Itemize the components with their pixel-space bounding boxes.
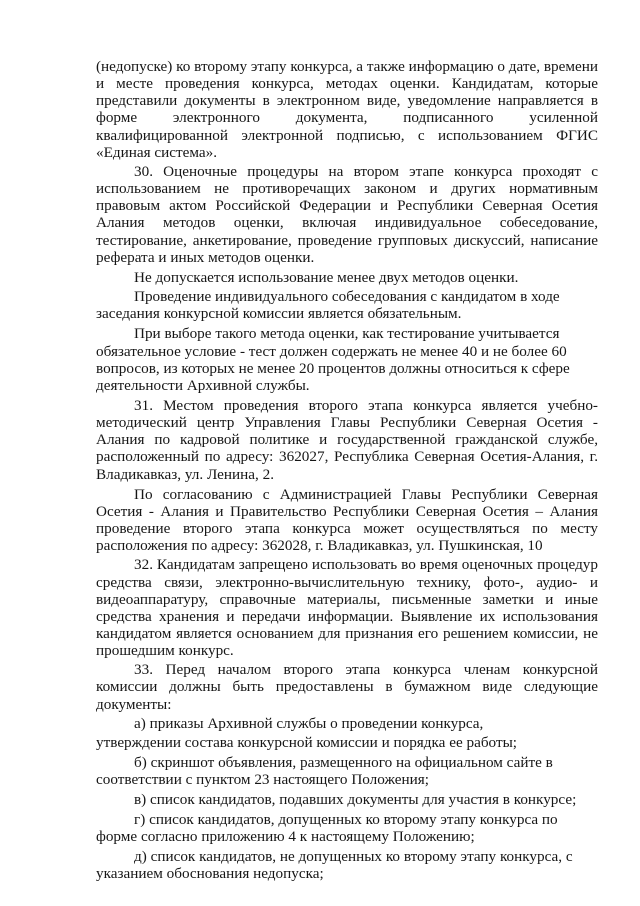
paragraph-item-33: 33. Перед началом второго этапа конкурса членам конкурсной комиссии должны быть предоставлены в бумажном виде следующие документы: <box>96 661 598 713</box>
list-item-b: б) скриншот объявления, размещенного на официальном сайте в соответствии с пунктом 23 настоящего Положения; <box>96 754 553 789</box>
paragraph-agreement: По согласованию с Администрацией Главы Республики Северная Осетия - Алания и Правительство Республики Северная Осетия – Алания проведение второго этапа конкурса может осуществляться по месту расположения по адресу: 362028, г. Владикавказ, ул. Пушкинская, 10 <box>96 485 598 555</box>
list-item-g: г) список кандидатов, допущенных ко второму этапу конкурса по форме согласно приложению 4 к настоящему Положению; <box>96 810 558 845</box>
paragraph-item-32: 32. Кандидатам запрещено использовать во время оценочных процедур средства связи, электронно-вычислительную технику, фото-, аудио- и видеоаппаратуру, справочные материалы, письменные заметки и иные средства хранения и передачи информации. Выявление их использования кандидатом является основанием для признания его решением комиссии, не прошедшим конкурс. <box>96 556 598 660</box>
list-item-d: д) список кандидатов, не допущенных ко второму этапу конкурса, с указанием обоснования недопуска; <box>96 847 573 883</box>
paragraph-item-30: 30. Оценочные процедуры на втором этапе конкурса проходят с использованием не противоречащих законом и других нормативным правовым актом Российской Федерации и Республики Северная Осетия Алания методов оценки, включая индивидуальное собеседование, тестирование, анкетирование, проведение групповых дискуссий, написание реферата и иных методов оценки. <box>96 162 598 266</box>
document-page <box>96 58 598 882</box>
paragraph-min-methods: Не допускается использование менее двух методов оценки. <box>134 268 519 286</box>
paragraph-interview: Проведение индивидуального собеседования с кандидатом в ходе заседания конкурсной комиссии является обязательным. <box>96 288 560 323</box>
paragraph-testing: При выборе такого метода оценки, как тестирование учитывается обязательное условие - тест должен содержать не менее 40 и не более 60 вопросов, из которых не менее 20 процентов должны относиться к сфере деятельности Архивной службы. <box>96 325 570 394</box>
list-item-a: а) приказы Архивной службы о проведении конкурса, <box>134 714 484 732</box>
paragraph-item-31: 31. Местом проведения второго этапа конкурса является учебно-методический центр Управления Главы Республики Северная Осетия - Алания по кадровой политике и государственной гражданской службе, расположенный по адресу: 362027, Республика Северная Осетия-Алания, г. Владикавказ, ул. Ленина, 2. <box>96 396 598 483</box>
list-item-a-continued: утверждении состава конкурсной комиссии и порядка ее работы; <box>96 733 517 751</box>
paragraph-intro: (недопуске) ко второму этапу конкурса, а также информацию о дате, времени и месте проведения конкурса, методах оценки. Кандидатам, которые представили документы в электронном виде, уведомление направляется в форме электронного документа, подписанного усиленной квалифицированной электронной подписью, с использованием ФГИС «Единая система». <box>96 58 598 161</box>
list-item-v: в) список кандидатов, подавших документы для участия в конкурсе; <box>134 791 577 809</box>
